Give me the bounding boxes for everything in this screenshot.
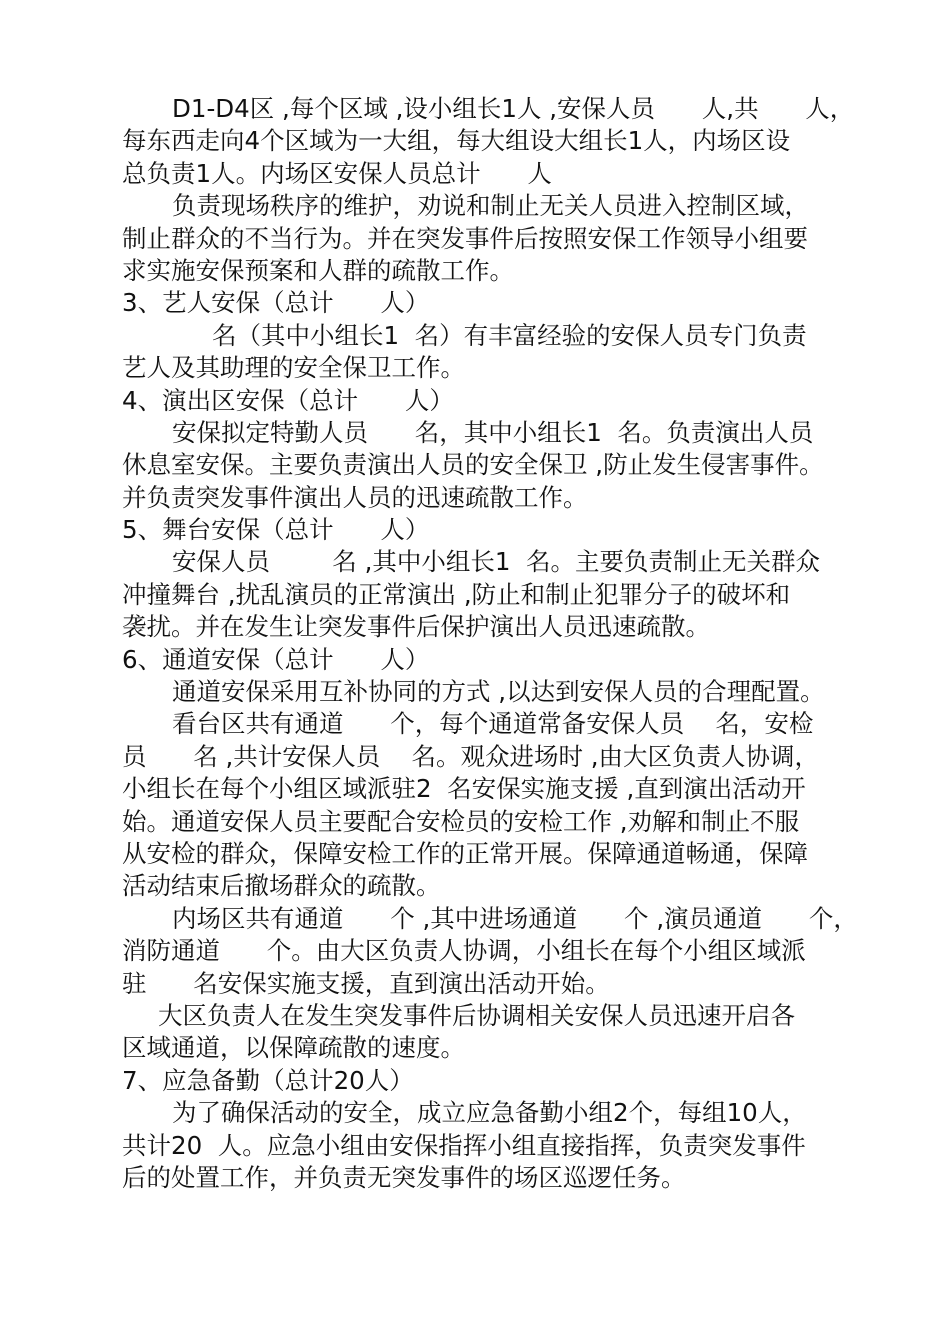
text-line: D1-D4区 ,每个区域 ,设小组长1人 ,安保人员 人,共 人， <box>172 94 855 123</box>
document-body <box>122 93 858 1194</box>
text-line: 艺人及其助理的安全保卫工作。 <box>122 353 465 383</box>
section-heading: 7、应急备勤（总计20人） <box>122 1065 414 1095</box>
text-line: 负责现场秩序的维护，劝说和制止无关人员进入控制区域， <box>172 191 809 221</box>
text-line: 为了确保活动的安全，成立应急备勤小组2个，每组10人， <box>172 1098 807 1128</box>
text-line: 员 名 ,共计安保人员 名。观众进场时 ,由大区负责人协调， <box>122 741 820 771</box>
text-line: 驻 名安保实施支援，直到演出活动开始。 <box>122 968 610 998</box>
text-line: 后的处置工作，并负责无突发事件的场区巡逻任务。 <box>122 1162 686 1192</box>
text-line: 共计20 人。应急小组由安保指挥小组直接指挥，负责突发事件 <box>122 1130 806 1160</box>
text-line: 袭扰。并在发生让突发事件后保护演出人员迅速疏散。 <box>122 612 710 642</box>
section-heading: 5、舞台安保（总计 人） <box>122 515 430 545</box>
text-line: 始。通道安保人员主要配合安检员的安检工作 ,劝解和制止不服 <box>122 806 800 836</box>
text-line: 安保拟定特勤人员 名，其中小组长1 名。负责演出人员 <box>172 417 814 447</box>
text-line: 求实施安保预案和人群的疏散工作。 <box>122 255 514 285</box>
text-line: 休息室安保。主要负责演出人员的安全保卫 ,防止发生侵害事件。 <box>122 450 824 480</box>
text-line: 安保人员 名 ,其中小组长1 名。主要负责制止无关群众 <box>172 547 821 577</box>
text-line: 总负责1人。内场区安保人员总计 人 <box>122 158 552 188</box>
section-heading: 6、通道安保（总计 人） <box>122 644 430 674</box>
text-line: 每东西走向4个区域为一大组，每大组设大组长1人，内场区设 <box>122 126 791 156</box>
text-line: 大区负责人在发生突发事件后协调相关安保人员迅速开启各 <box>158 1000 795 1030</box>
section-heading: 3、艺人安保（总计 人） <box>122 288 430 318</box>
text-line: 区域通道，以保障疏散的速度。 <box>122 1033 465 1063</box>
text-line: 活动结束后撤场群众的疏散。 <box>122 871 441 901</box>
text-line: 制止群众的不当行为。并在突发事件后按照安保工作领导小组要 <box>122 223 808 253</box>
text-line: 小组长在每个小组区域派驻2 名安保实施支援 ,直到演出活动开 <box>122 774 806 804</box>
text-line: 从安检的群众，保障安检工作的正常开展。保障通道畅通，保障 <box>122 838 808 868</box>
text-line: 冲撞舞台 ,扰乱演员的正常演出 ,防止和制止犯罪分子的破坏和 <box>122 579 791 609</box>
text-line: 内场区共有通道 个 ,其中进场通道 个 ,演员通道 个， <box>172 903 858 933</box>
text-line: 通道安保采用互补协同的方式 ,以达到安保人员的合理配置。 <box>172 677 825 707</box>
text-line: 并负责突发事件演出人员的迅速疏散工作。 <box>122 482 588 512</box>
section-heading: 4、演出区安保（总计 人） <box>122 385 454 415</box>
text-line: 消防通道 个。由大区负责人协调，小组长在每个小组区域派 <box>122 936 806 966</box>
text-line: 看台区共有通道 个，每个通道常备安保人员 名，安检 <box>172 709 814 739</box>
text-line: 名（其中小组长1 名）有丰富经验的安保人员专门负责 <box>212 320 807 350</box>
